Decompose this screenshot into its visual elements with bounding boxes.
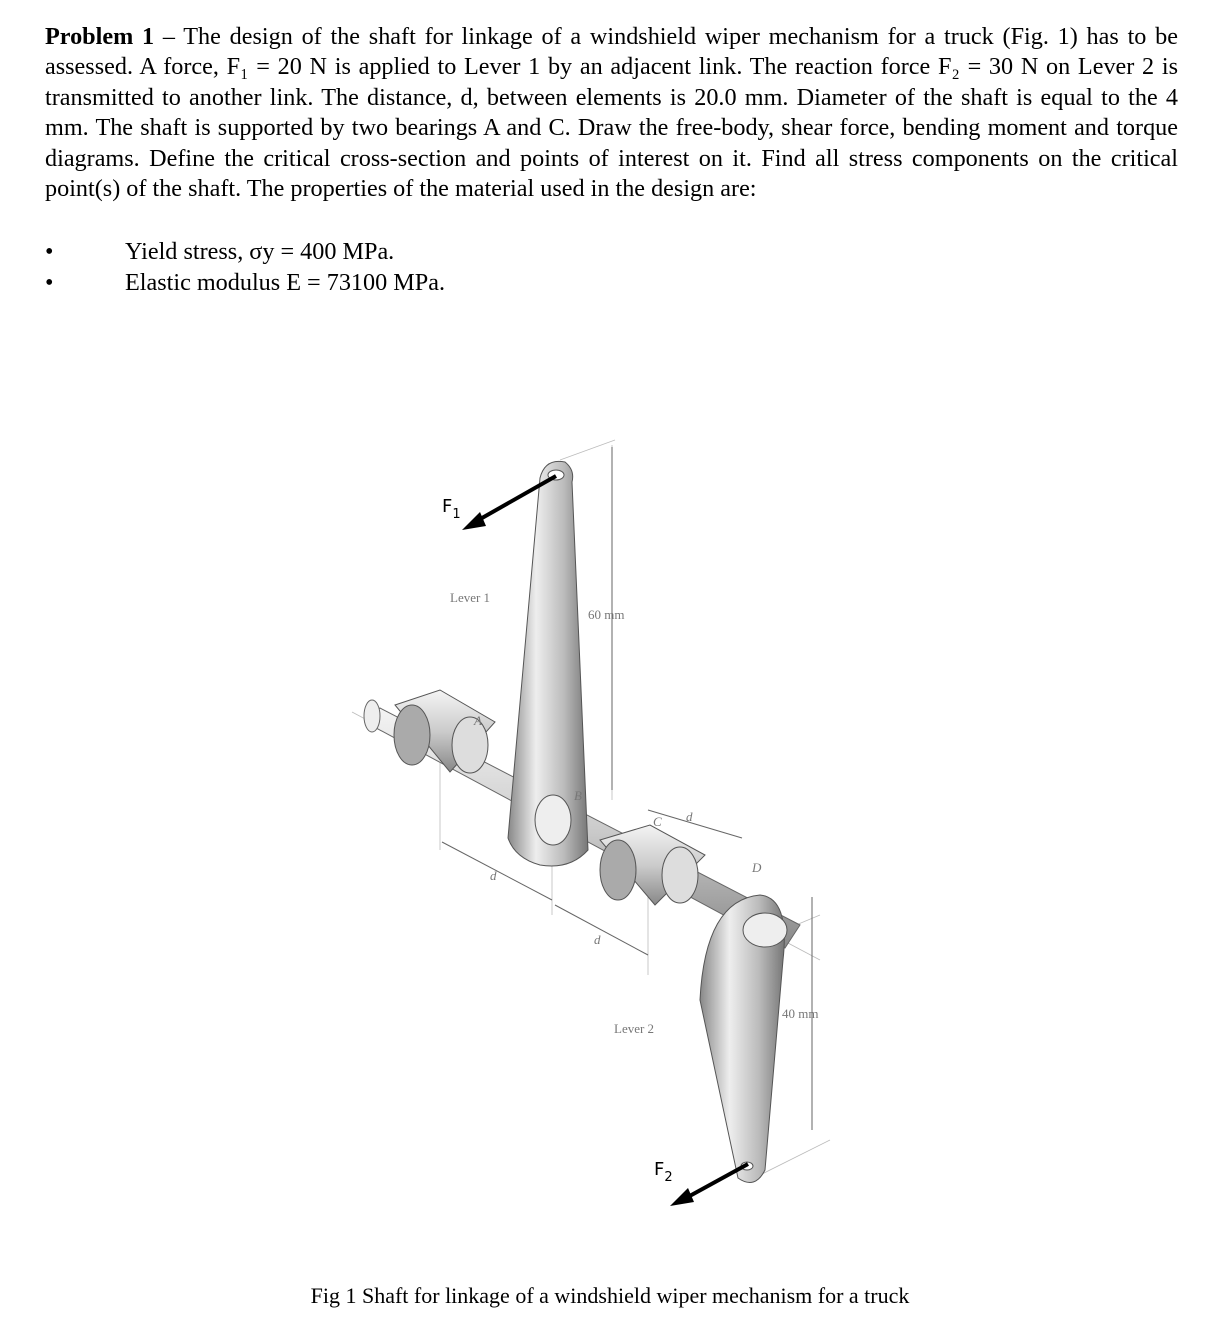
- figure-caption: Fig 1 Shaft for linkage of a windshield wiper mechanism for a truck: [310, 1283, 910, 1308]
- point-d-label: D: [752, 860, 762, 875]
- yield-stress: Yield stress, σy = 400 MPa.: [125, 238, 395, 265]
- bullet-icon: •: [45, 238, 54, 265]
- lever-2-label: Lever 2: [614, 1021, 655, 1036]
- d-label: d: [594, 932, 601, 947]
- d-label: d: [686, 809, 693, 824]
- dash: –: [154, 23, 184, 50]
- problem-heading: Problem 1: [45, 23, 155, 50]
- dimension-60mm: 60 mm: [588, 607, 625, 622]
- bullet-icon: •: [45, 269, 54, 296]
- bearing-a: [394, 690, 495, 773]
- force-f2-arrow: [670, 1164, 748, 1206]
- point-c-label: C: [653, 814, 662, 829]
- dimension-40mm: 40 mm: [782, 1006, 819, 1021]
- shaft-end: [364, 700, 380, 732]
- f1-label: $F_1$: [442, 496, 461, 522]
- lever-2: [700, 895, 787, 1183]
- problem-text: The design of the shaft for linkage of a windshield wiper mechanism for a truck (Fig. 1) has to be assessed. A force, F₁ = 20 N is applied to Lever 1 by an adjacent link. The reaction force F₂ = 30 N on Lever 2 is transmitted to another link. The distance, d, between elements is 20.0 mm. Diameter of the shaft is equal to the 4 mm. The shaft is supported by two bearings A and C. Draw the free-body, shear force, bending moment and torque diagrams. Define the critical cross-section and points of interest on it. Find all stress components on the critical point(s) of the shaft. The properties of the material used in the design are:: [45, 23, 1178, 203]
- point-a-label: A: [474, 713, 482, 728]
- lever-1-label: Lever 1: [450, 590, 491, 605]
- f2-label: $F_2$: [654, 1159, 673, 1185]
- bearing-c: [600, 825, 705, 905]
- elastic-modulus: Elastic modulus E = 73100 MPa.: [125, 269, 446, 296]
- point-b-label: B: [574, 788, 582, 803]
- d-label: d: [490, 868, 497, 883]
- lever-1: [508, 461, 588, 866]
